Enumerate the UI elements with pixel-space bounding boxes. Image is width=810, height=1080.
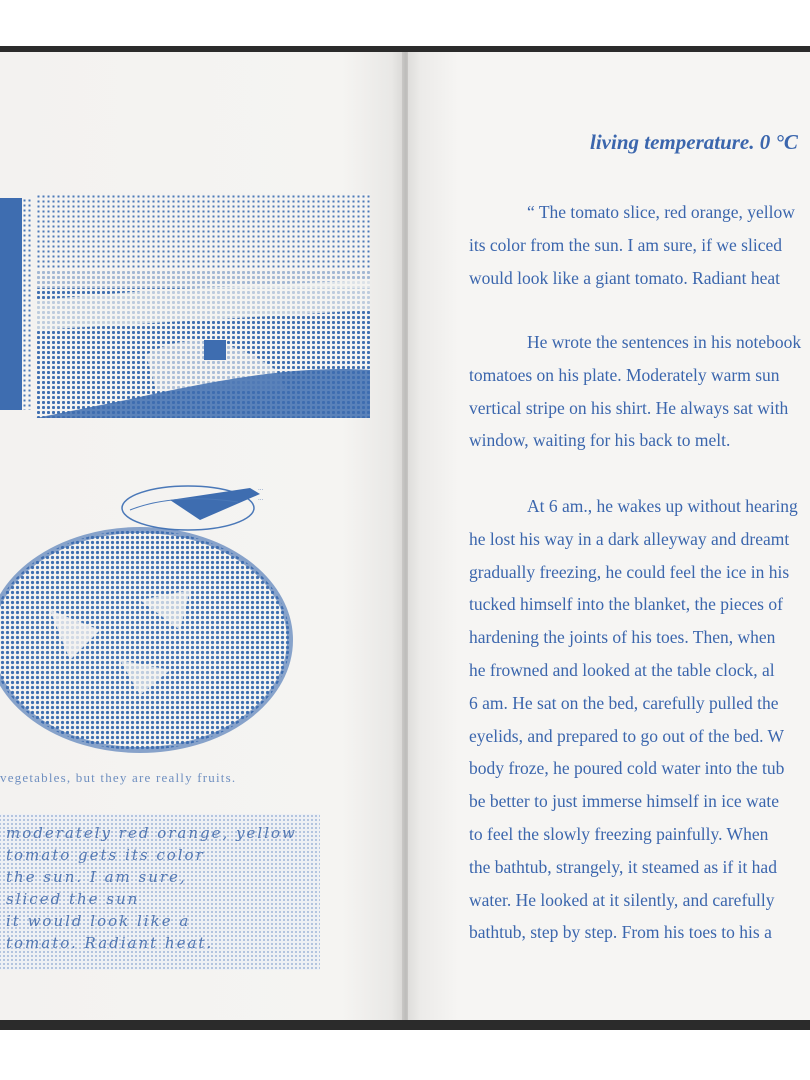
text-line: window, waiting for his back to melt. <box>469 430 731 451</box>
text-line: hardening the joints of his toes. Then, when <box>469 627 776 648</box>
handwriting-line: sliced the sun <box>6 890 140 908</box>
text-line: would look like a giant tomato. Radiant heat <box>469 267 781 288</box>
text-line: vertical stripe on his shirt. He always sat with <box>469 397 789 418</box>
text-line: he lost his way in a dark alleyway and dreamt <box>469 528 790 549</box>
text-line: “ The tomato slice, red orange, yellow <box>527 202 795 222</box>
handwriting-line: the sun. I am sure, <box>6 868 187 886</box>
text-line: its color from the sun. I am sure, if we sliced <box>469 234 782 255</box>
handwriting-line: it would look like a <box>6 912 191 930</box>
small-label-1: ... <box>258 484 264 492</box>
paragraph-3 <box>469 490 810 949</box>
text-line: 6 am. He sat on the bed, carefully pulled the <box>469 692 779 713</box>
text-line: body froze, he poured cold water into the tub <box>469 758 785 779</box>
page-heading: living temperature. 0 °C <box>590 130 798 154</box>
handwriting-text <box>6 822 312 954</box>
text-line: bathtub, step by step. From his toes to his a <box>469 922 772 943</box>
handwriting-line: moderately red orange, yellow <box>6 824 297 842</box>
handwriting-line: tomato. Radiant heat. <box>6 934 214 952</box>
photo-vertical-strip <box>0 198 22 410</box>
photo-vertical-strip-texture <box>22 198 32 410</box>
paragraph-2 <box>469 326 810 457</box>
notebook-photo <box>0 814 320 970</box>
text-line: eyelids, and prepared to go out of the bed. W <box>469 725 785 746</box>
paragraph-1 <box>469 196 810 294</box>
text-line: be better to just immerse himself in ice wate <box>469 791 780 812</box>
text-line: to feel the slowly freezing painfully. When <box>469 823 769 844</box>
photo-top-scene <box>36 270 370 418</box>
handwriting-line: tomato gets its color <box>6 846 205 864</box>
text-line: At 6 am., he wakes up without hearing <box>527 496 798 516</box>
text-line: tucked himself into the blanket, the pieces of <box>469 594 783 615</box>
text-line: tomatoes on his plate. Moderately warm sun <box>469 364 780 385</box>
left-page <box>0 52 404 1020</box>
photo-scene-shapes <box>36 270 370 418</box>
text-line: gradually freezing, he could feel the ice in his <box>469 561 790 582</box>
text-line: the bathtub, strangely, it steamed as if it had <box>469 856 777 877</box>
photo-top-sky <box>36 194 370 270</box>
text-line: he frowned and looked at the table clock, al <box>469 659 775 680</box>
tomato-slice-photo <box>0 520 310 760</box>
small-label-2: ... <box>258 494 264 502</box>
photo-caption: vegetables, but they are really fruits. <box>0 770 237 785</box>
text-line: water. He looked at it silently, and carefully <box>469 889 775 910</box>
text-line: He wrote the sentences in his notebook <box>527 332 802 352</box>
